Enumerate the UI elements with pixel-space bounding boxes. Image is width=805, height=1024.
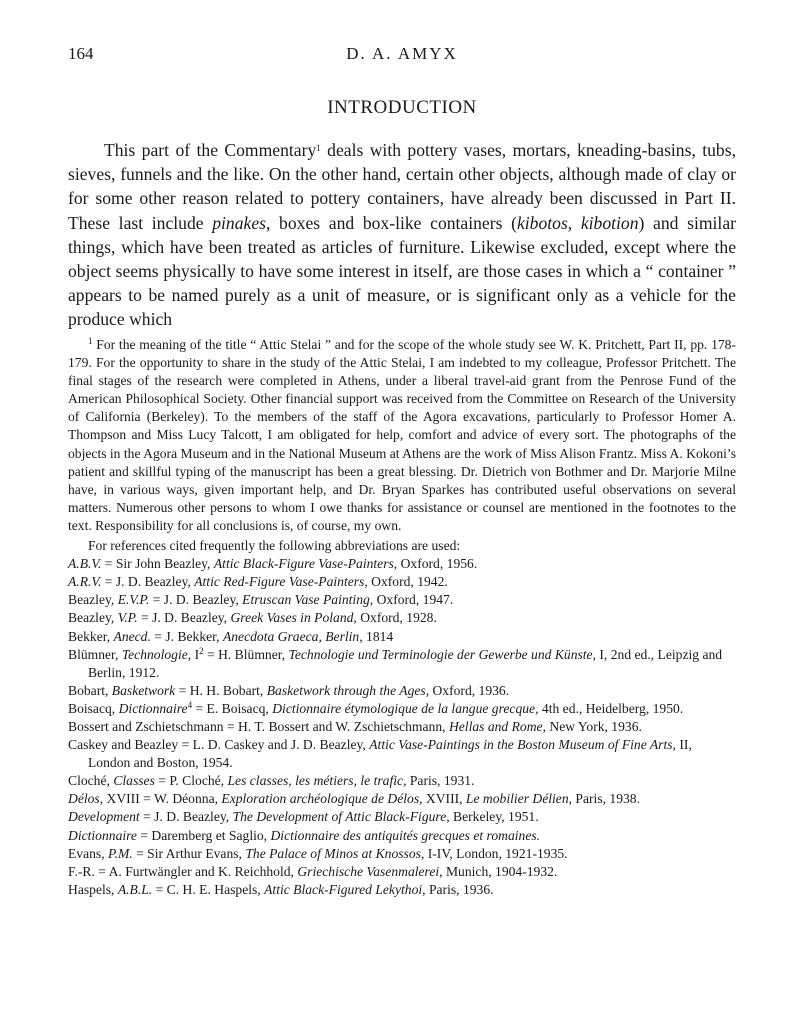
text-run: , Oxford, 1928. [353,610,437,626]
italic-text: Le mobilier Délien [465,791,569,807]
text-run: = E. Boisacq, [192,700,273,716]
text-run: For the meaning of the title “ Attic Stelai ” and for the scope of the whole study see W. K. Pritchett, Part II, pp. 178-179. For the opportunity to share in the study of the Attic Stelai, I am indebted to my colleague, Professor Pritchett. The final stages of the research were completed in Athens, under a liberal travel-aid grant from the Penrose Fund of the American Philosophical Society. Other financial support was received from the Committee on Research of the University of California (Berkeley). To the members of the staff of the Agora excavations, particularly to Professor Homer A. Thompson and Miss Lucy Talcott, I am obligated for help, comfort and advice of every sort. The photographs of the objects in the Agora Museum and in the National Museum at Athens are the work of Miss Alison Frantz. Miss A. Kokoni’s patient and skillful typing of the manuscript has been a great blessing. Dr. Dietrich von Bothmer and Dr. Marjorie Milne have, in various ways, given important help, and Dr. Bryan Sparkes has contributed useful observations on several matters. Numerous other persons to whom I owe thanks for assistance or counsel are mentioned in the footnotes to the text. Responsibility for all conclusions is, of course, my own. [68,337,736,533]
italic-text: A.B.V. [68,556,102,572]
text-run: Cloché, [68,773,114,789]
text-run: = H. H. Bobart, [175,682,267,698]
abbreviation-entry [68,736,736,772]
italic-text: Attic Vase-Paintings in the Boston Museum of Fine Arts [369,737,673,753]
running-header [68,44,736,68]
text-run: = J. D. Beazley, [137,610,231,626]
italic-text: Anecdota Graeca, Berlin [222,628,360,644]
italic-text: P.M. [108,845,133,861]
text-run: Bekker, [68,628,114,644]
footnote-marker: 2 [199,645,204,656]
text-run: , Oxford, 1956. [393,556,478,572]
text-run: , Munich, 1904-1932. [439,863,558,879]
text-run: Blümner, [68,646,122,662]
italic-text: The Palace of Minos at Knossos [245,845,421,861]
text-run: = Daremberg et Saglio, [136,827,271,843]
abbreviation-entry [68,845,736,863]
italic-text: Dictionnaire [118,700,188,716]
abbreviation-entry [68,646,736,682]
text-run: , I, 2nd ed., Leipzig and Berlin, 1912. [88,646,723,680]
abbreviation-entry [68,772,736,790]
footnote-marker: 4 [187,699,193,710]
text-run: Beazley, [68,592,118,608]
italic-text: Classes [113,773,155,789]
italic-text: Délos [68,791,100,807]
abbreviation-entry [68,591,736,609]
text-run: , 4th ed., Heidelberg, 1950. [535,700,684,716]
text-run: , II, London and Boston, 1954. [88,737,692,771]
footnote-marker: 1 [316,143,321,153]
italic-text: Attic Black-Figure Vase-Painters [213,556,394,572]
italic-text: kibotos, kibotion [516,212,639,233]
text-run: Evans, [68,845,109,861]
italic-text: pinakes [212,212,266,233]
running-head-author: D. A. AMYX [346,44,458,63]
abbreviation-entry [68,609,736,627]
italic-text: The Development of Attic Black-Figure [232,809,447,825]
text-run: , 1814 [359,628,394,644]
text-run: , New York, 1936. [542,718,642,734]
text-run: ) and similar things, which have been treated as articles of furniture. Likewise excluded, except where the object seems physically to have some interest in itself, are those cases in which a “ container ” appears to be named purely as a unit of measure, or is significant only as a vehicle for the produce which [68,212,736,330]
abbreviation-entry [68,718,736,736]
main-text [68,138,736,332]
body-paragraph [68,138,736,332]
italic-text: V.P. [117,610,138,626]
italic-text: Exploration archéologique de Délos [221,791,420,807]
text-run: = C. H. E. Haspels, [152,881,265,897]
text-run: , Oxford, 1942. [364,574,448,590]
italic-text: A.B.L. [117,881,153,897]
italic-text: Les classes, les métiers, le trafic [227,773,404,789]
text-run: deals with pottery vases, mortars, kneading-basins, tubs, sieves, funnels and the like. On the other hand, certain other objects, although made of clay or for some other reason related to pottery containers, have already been discussed in Part II. These last include [68,140,736,233]
abbreviation-entry [68,682,736,700]
text-run: , XVIII = W. Déonna, [99,791,222,807]
text-run: , I [187,646,200,662]
abbreviation-entry [68,790,736,808]
italic-text: Basketwork [111,682,176,698]
italic-text: Dictionnaire [68,827,137,843]
text-run: Haspels, [68,881,118,897]
text-run: = Sir Arthur Evans, [132,845,246,861]
italic-text: Attic Red-Figure Vase-Painters [194,574,365,590]
italic-text: Hellas and Rome [448,718,543,734]
italic-text: Technologie und Terminologie der Gewerbe und Künste [288,646,593,662]
abbreviation-entry [68,863,736,881]
italic-text: Greek Vases in Poland [230,610,354,626]
italic-text: A.R.V. [68,574,102,590]
abbreviation-entry [68,555,736,573]
abbreviation-list [68,555,736,899]
text-run: = Sir John Beazley, [101,556,214,572]
text-run: Caskey and Beazley = L. D. Caskey and J. D. Beazley, [68,737,370,753]
abbreviation-entry [68,827,736,845]
text-run: F.-R. = A. Furtwängler and K. Reichhold, [68,863,298,879]
italic-text: Etruscan Vase Painting [242,592,370,608]
text-run: , Oxford, 1947. [369,592,454,608]
text-run: , I-IV, London, 1921-1935. [420,845,568,861]
text-run: Bobart, [68,682,112,698]
italic-text: Dictionnaire étymologique de la langue grecque [272,700,536,716]
text-run: , Berkeley, 1951. [446,809,539,825]
abbreviation-entry [68,881,736,899]
text-run: , Paris, 1938. [568,791,640,807]
italic-text: Dictionnaire des antiquités grecques et romaines. [270,827,541,843]
text-run: , XVIII, [419,791,466,807]
footnote-marker: 1 [88,336,93,346]
section-title: INTRODUCTION [327,97,477,118]
text-run: = J. Bekker, [150,628,223,644]
footnote-block [68,336,736,899]
footnote-1 [68,336,736,535]
text-run: = J. D. Beazley, [149,592,243,608]
text-run: This part of the Commentary [104,140,317,160]
abbreviation-entry [68,573,736,591]
italic-text: Anecd. [113,628,151,644]
text-run: , Paris, 1931. [403,773,475,789]
text-run: Beazley, [68,610,118,626]
text-run: Boisacq, [68,700,119,716]
italic-text: Development [68,809,140,825]
abbreviation-entry [68,700,736,718]
italic-text: Technologie [121,646,188,662]
abbreviation-entry [68,628,736,646]
abbreviations-intro: For references cited frequently the following abbreviations are used: [88,538,461,554]
abbreviation-entry [68,808,736,826]
text-run: = J. D. Beazley, [139,809,233,825]
text-run: , boxes and box-like containers ( [265,212,517,233]
text-run: = P. Cloché, [154,773,228,789]
italic-text: Attic Black-Figured Lekythoi [264,881,423,897]
text-run: = J. D. Beazley, [101,574,195,590]
text-run: = H. Blümner, [203,646,289,662]
text-run: , Paris, 1936. [422,881,494,897]
text-run: Bossert and Zschietschmann = H. T. Bossert and W. Zschietschmann, [68,718,449,734]
italic-text: E.V.P. [117,592,150,608]
page-number: 164 [68,44,94,63]
italic-text: Basketwork through the Ages [266,682,426,698]
text-run: , Oxford, 1936. [425,682,510,698]
italic-text: Griechische Vasenmalerei [297,863,440,879]
